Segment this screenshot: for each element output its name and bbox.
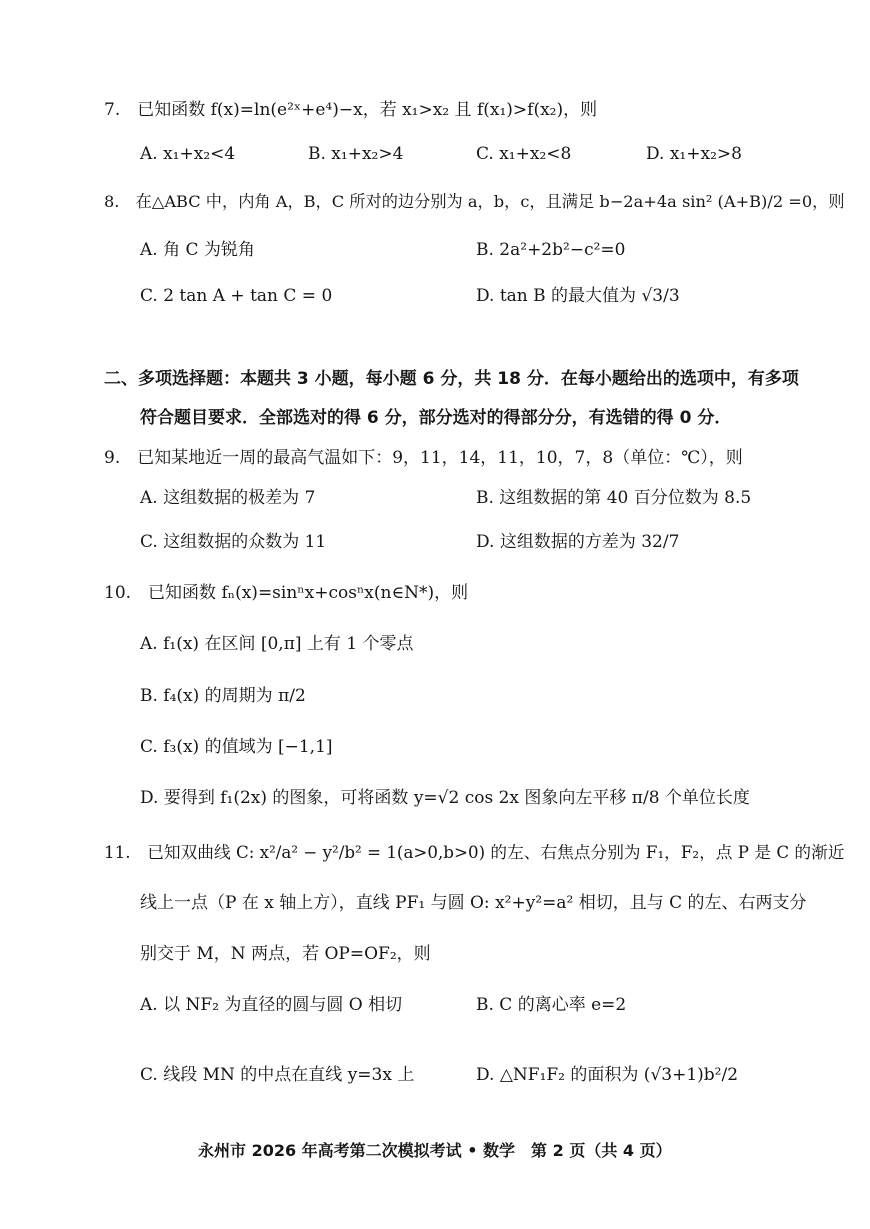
q9-option-a: A. 这组数据的极差为 7 xyxy=(140,488,316,508)
q8-option-b: B. 2a²+2b²−c²=0 xyxy=(476,240,626,260)
q7-option-c: C. x₁+x₂<8 xyxy=(476,144,572,164)
section2-line2: 符合题目要求．全部选对的得 6 分，部分选对的得部分分，有选错的得 0 分． xyxy=(140,408,732,428)
section2-line1: 二、多项选择题：本题共 3 小题，每小题 6 分，共 18 分．在每小题给出的选项中，有多项 xyxy=(104,369,799,389)
q11-option-a: A. 以 NF₂ 为直径的圆与圆 O 相切 xyxy=(140,995,403,1015)
q8-option-a: A. 角 C 为锐角 xyxy=(140,240,255,260)
q11-option-d: D. △NF₁F₂ 的面积为 (√3+1)b²/2 xyxy=(476,1065,739,1085)
q10-option-c: C. f₃(x) 的值域为 [−1,1] xyxy=(140,737,333,757)
q10-stem: 10. 已知函数 fₙ(x)=sinⁿx+cosⁿx(n∈N*)，则 xyxy=(104,583,469,603)
q11-stem-line3: 别交于 M，N 两点，若 OP=OF₂，则 xyxy=(140,944,431,964)
q11-stem-line1: 11. 已知双曲线 C: x²/a² − y²/b² = 1(a>0,b>0) 的左、右焦点分别为 F₁，F₂，点 P 是 C 的渐近 xyxy=(104,843,845,862)
q11-option-c: C. 线段 MN 的中点在直线 y=3x 上 xyxy=(140,1065,415,1085)
q10-option-b: B. f₄(x) 的周期为 π/2 xyxy=(140,686,306,706)
q8-option-c: C. 2 tan A + tan C = 0 xyxy=(140,286,333,306)
q8-option-d: D. tan B 的最大值为 √3/3 xyxy=(476,286,680,306)
q11-option-b: B. C 的离心率 e=2 xyxy=(476,995,627,1015)
q7-stem: 7. 已知函数 f(x)=ln(e²ˣ+e⁴)−x，若 x₁>x₂ 且 f(x₁)>f(x₂)，则 xyxy=(104,100,598,120)
q10-option-d: D. 要得到 f₁(2x) 的图象，可将函数 y=√2 cos 2x 图象向左平移 π/8 个单位长度 xyxy=(140,788,750,808)
q9-option-d: D. 这组数据的方差为 32/7 xyxy=(476,532,680,552)
q11-stem-line2: 线上一点（P 在 x 轴上方），直线 PF₁ 与圆 O: x²+y²=a² 相切，且与 C 的左、右两支分 xyxy=(140,893,807,913)
q9-stem: 9. 已知某地近一周的最高气温如下：9，11，14，11，10，7，8（单位：℃），则 xyxy=(104,448,743,468)
q9-option-b: B. 这组数据的第 40 百分位数为 8.5 xyxy=(476,488,752,508)
q7-option-a: A. x₁+x₂<4 xyxy=(140,144,236,164)
q10-option-a: A. f₁(x) 在区间 [0,π] 上有 1 个零点 xyxy=(140,634,414,654)
q7-option-b: B. x₁+x₂>4 xyxy=(308,144,404,164)
page-footer: 永州市 2026 年高考第二次模拟考试 • 数学 第 2 页（共 4 页） xyxy=(198,1141,672,1160)
q9-option-c: C. 这组数据的众数为 11 xyxy=(140,532,327,552)
q7-option-d: D. x₁+x₂>8 xyxy=(646,144,742,164)
q8-stem: 8. 在△ABC 中，内角 A，B，C 所对的边分别为 a，b，c，且满足 b−2a+4a sin² (A+B)/2 =0，则 xyxy=(104,192,845,211)
